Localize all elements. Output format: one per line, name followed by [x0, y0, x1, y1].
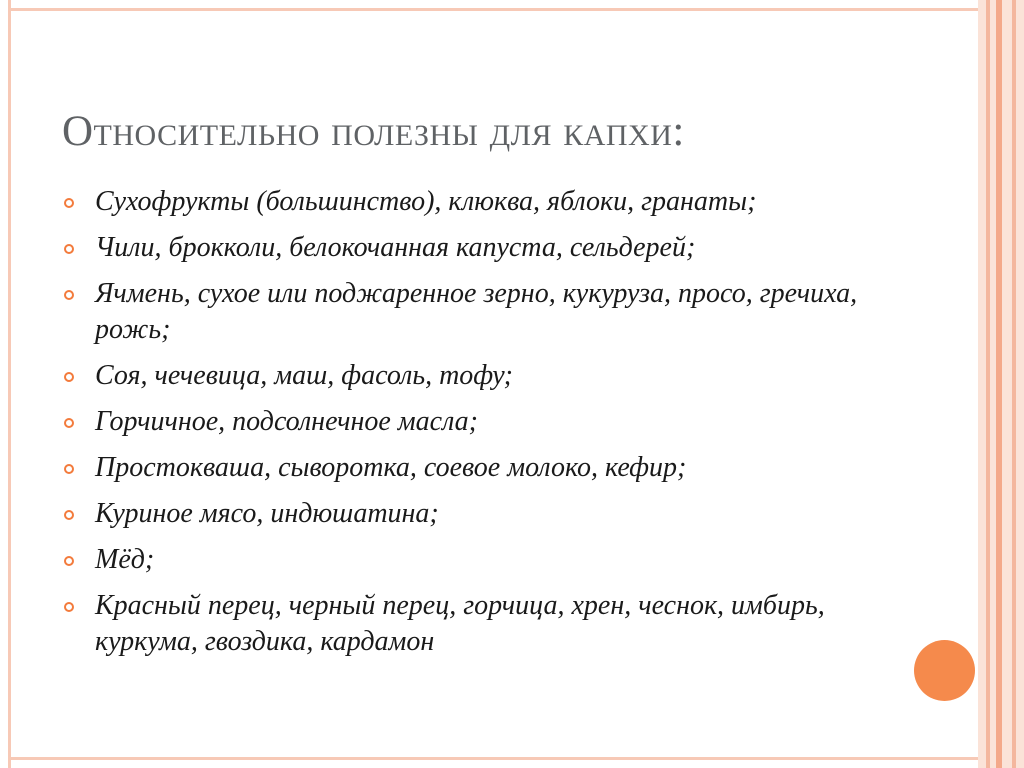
frame-top-line — [8, 8, 978, 11]
list-item-text: Красный перец, черный перец, горчица, хрен, чеснок, имбирь, куркума, гвоздика, кардамон — [95, 590, 825, 657]
bullet-circle-icon — [64, 290, 74, 300]
list-item — [62, 496, 882, 532]
list-item — [62, 542, 882, 578]
bullet-circle-icon — [64, 418, 74, 428]
bullet-circle-icon — [64, 602, 74, 612]
list-item-text: Соя, чечевица, маш, фасоль, тофу; — [95, 360, 513, 391]
list-item — [62, 358, 882, 394]
frame-left-line — [8, 0, 11, 768]
list-item-text: Сухофрукты (большинство), клюква, яблоки, гранаты; — [95, 186, 757, 217]
bullet-circle-icon — [64, 198, 74, 208]
list-item-text: Мёд; — [95, 544, 155, 575]
right-stripe — [1002, 0, 1012, 768]
list-item — [62, 588, 882, 660]
list-item — [62, 230, 882, 266]
list-item-text: Простокваша, сыворотка, соевое молоко, кефир; — [95, 452, 687, 483]
list-item — [62, 404, 882, 440]
decorative-circle-icon — [914, 640, 975, 701]
slide-title: Относительно полезны для капхи: — [62, 108, 685, 155]
right-stripe — [1016, 0, 1024, 768]
list-item-text: Чили, брокколи, белокочанная капуста, сельдерей; — [95, 232, 696, 263]
bullet-circle-icon — [64, 372, 74, 382]
list-item-text: Куриное мясо, индюшатина; — [95, 498, 439, 529]
bullet-circle-icon — [64, 510, 74, 520]
bullet-list — [62, 184, 882, 670]
list-item-text: Горчичное, подсолнечное масла; — [95, 406, 478, 437]
list-item — [62, 450, 882, 486]
bullet-circle-icon — [64, 244, 74, 254]
bullet-circle-icon — [64, 464, 74, 474]
bullet-circle-icon — [64, 556, 74, 566]
list-item-text: Ячмень, сухое или поджаренное зерно, кукуруза, просо, гречиха, рожь; — [95, 278, 858, 345]
list-item — [62, 184, 882, 220]
frame-bottom-line — [8, 757, 978, 760]
list-item — [62, 276, 882, 348]
right-stripe — [978, 0, 986, 768]
